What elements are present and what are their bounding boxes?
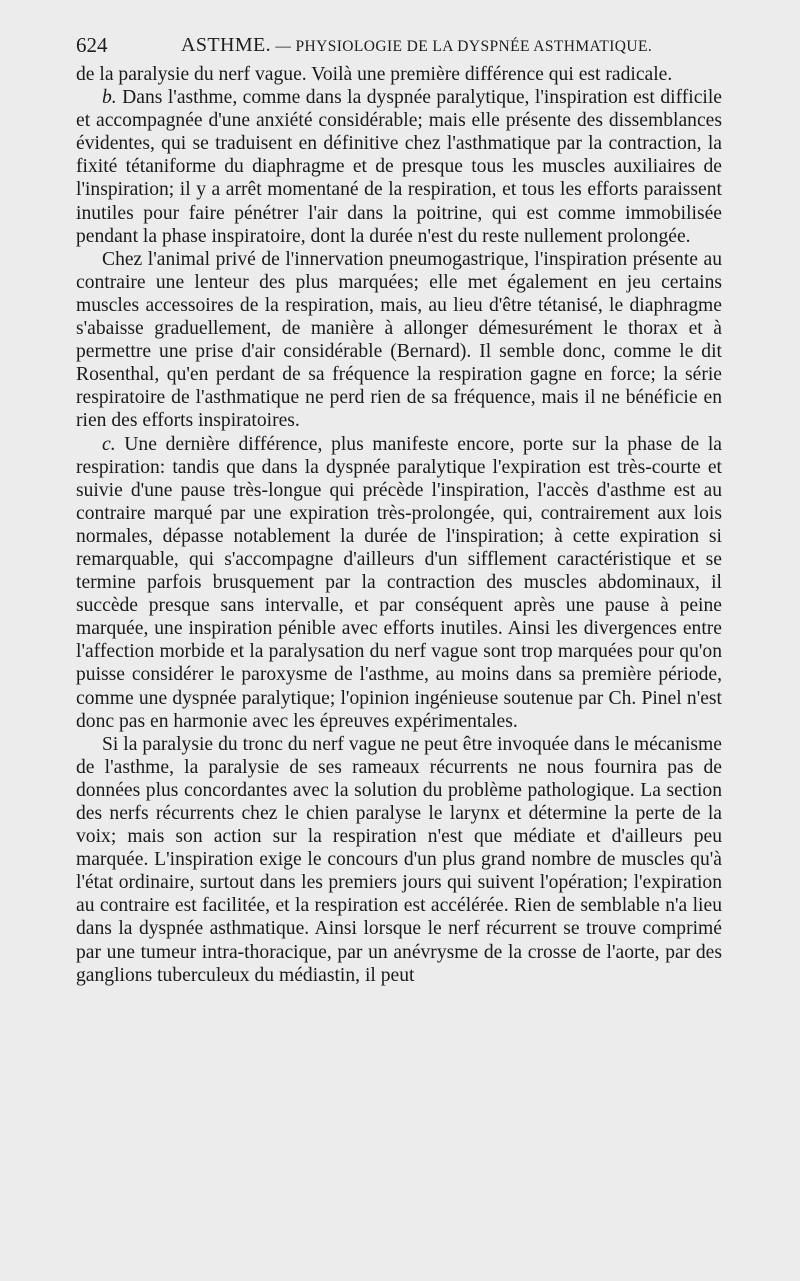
paragraph-b: [76, 86, 722, 248]
running-title-separator: —: [275, 38, 292, 55]
paragraph-continuation: de la paralysie du nerf vague. Voilà une première différence qui est radicale.: [76, 64, 673, 85]
body-text: [76, 63, 722, 987]
paragraph-b-text: Dans l'asthme, comme dans la dyspnée paralytique, l'inspiration est difficile et accompagnée d'une anxiété considérable; mais elle présente des dissemblances évidentes, qui se traduisent en définitive chez l'asthmatique par la contraction, la fixité tétaniforme du diaphragme et de presque tous les muscles auxiliaires de l'inspiration; il y a arrêt momentané de la respiration, et tous les efforts paraissent inutiles pour faire pénétrer l'air dans la poitrine, qui est comme immobilisée pendant la phase inspiratoire, dont la durée n'est du reste nullement prolongée.: [76, 87, 722, 247]
paragraph-c-text: Une dernière différence, plus manifeste encore, porte sur la phase de la respiration: tandis que dans la dyspnée paralytique l'expiration est très-courte et suivie d'une pause très-longue qui précède l'inspiration, l'accès d'asthme est au contraire marqué par une expiration très-prolongée, qui, contrairement aux lois normales, dépasse notablement la durée de l'inspiration; à cette expiration si remarquable, qui s'accompagne d'ailleurs d'un sifflement caractéristique et se termine parfois brusquement par la contraction des muscles abdominaux, il succède presque sans intervalle, et par conséquent après une pause à peine marquée, une inspiration pénible avec efforts inutiles. Ainsi les divergences entre l'affection morbide et la paralysation du nerf vague sont trop marquées pour qu'on puisse considérer le paroxysme de l'asthme, au moins dans sa première période, comme une dyspnée paralytique; l'opinion ingénieuse soutenue par Ch. Pinel n'est donc pas en harmonie avec les épreuves expérimentales.: [76, 433, 722, 732]
running-title: [181, 30, 652, 62]
paragraph-recurrent-nerve: Si la paralysie du tronc du nerf vague ne peut être invoquée dans le mécanisme de l'asthme, la paralysie de ses rameaux récurrents ne nous fournira pas de données plus concordantes avec la solution du problème pathologique. La section des nerfs récurrents chez le chien paralyse le larynx et détermine la perte de la voix; mais son action sur la respiration n'est que médiate et d'ailleurs peu marquée. L'inspiration exige le concours d'un plus grand nombre de muscles qu'à l'état ordinaire, surtout dans les premiers jours qui suivent l'opération; l'expiration au contraire est facilitée, et la respiration est accélérée. Rien de semblable n'a lieu dans la dyspnée asthmatique. Ainsi lorsque le nerf récurrent se trouve comprimé par une tumeur intra-thoracique, par un anévrysme de la crosse de l'aorte, par des ganglions tuberculeux du médiastin, il peut: [76, 733, 722, 986]
running-title-subtitle: PHYSIOLOGIE DE LA DYSPNÉE ASTHMATIQUE.: [295, 38, 653, 55]
running-title-main: ASTHME.: [181, 34, 272, 56]
paragraph-marker-b: b.: [102, 87, 117, 109]
paragraph-animal: Chez l'animal privé de l'innervation pneumogastrique, l'inspiration présente au contraire une lenteur des plus marquées; elle met également en jeu certains muscles accessoires de la respiration, mais, au lieu d'être tétanisé, le diaphragme s'abaisse graduellement, de manière à allonger démesurément le thorax et à permettre une prise d'air considérable (Bernard). Il semble donc, comme le dit Rosenthal, qu'en perdant de sa fréquence la respiration gagne en force; la série respiratoire de l'asthmatique ne perd rien de sa fréquence, mais il ne bénéficie en rien des efforts inspiratoires.: [76, 248, 722, 432]
paragraph-c: [76, 433, 722, 733]
paragraph-marker-c: c.: [102, 433, 116, 455]
page-number: 624: [76, 33, 108, 57]
running-header: [76, 30, 726, 60]
